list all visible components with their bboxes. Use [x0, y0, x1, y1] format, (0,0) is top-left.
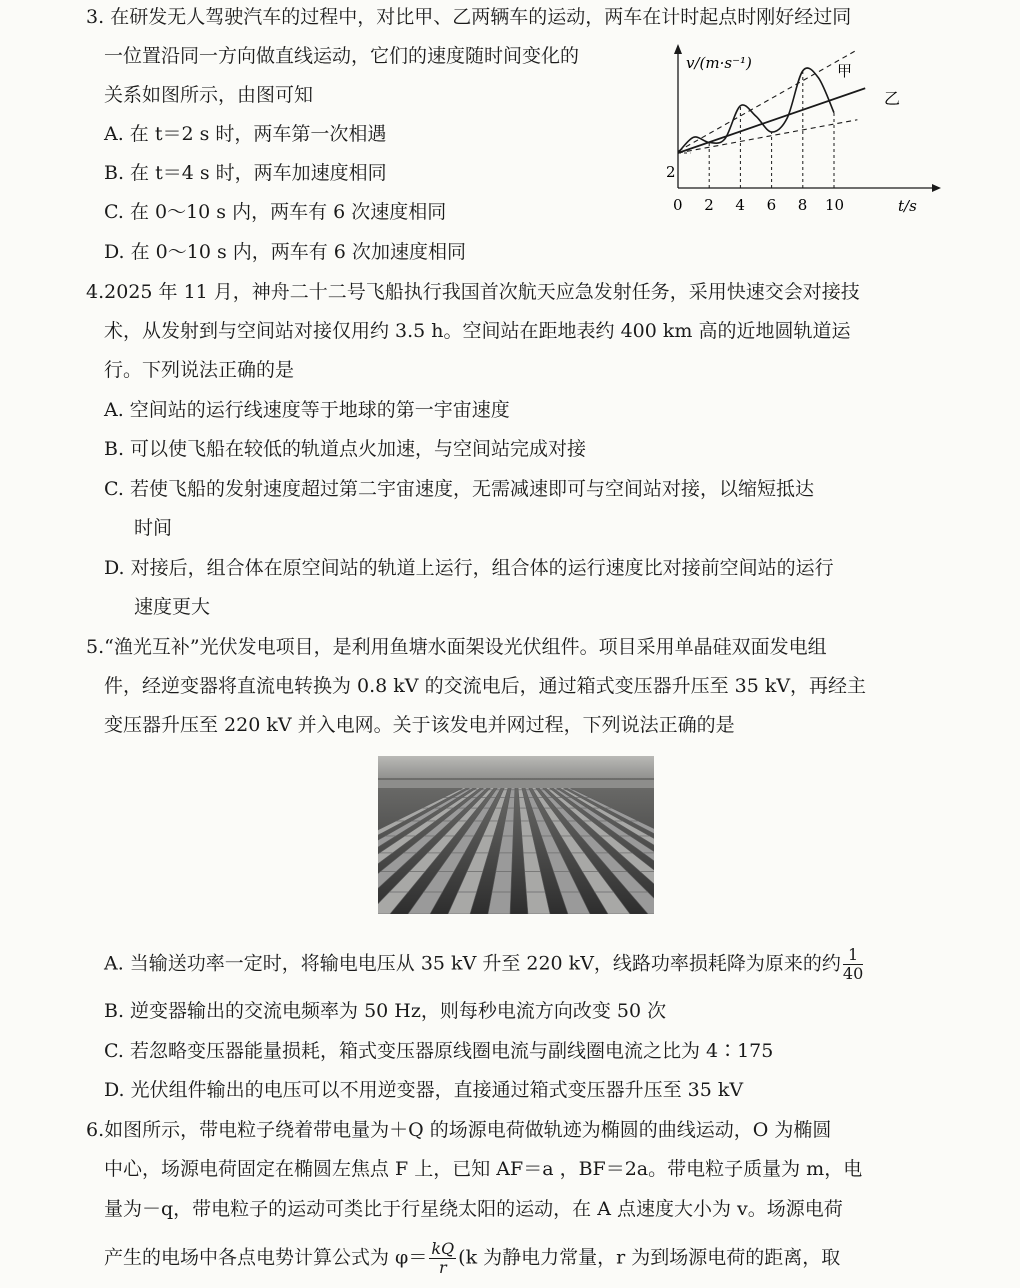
- q6-stem-line-4: 产生的电场中各点电势计算公式为 φ＝ $\frac{kQ}{r}$ (k 为静电力常量，r 为到场源电荷的距离，取: [104, 1239, 841, 1277]
- q4-option-c: C. 若使飞船的发射速度超过第二宇宙速度，无需减速即可与空间站对接，以缩短抵达: [104, 478, 814, 500]
- graph-guide-lines: [678, 71, 834, 188]
- y-axis-arrow: [674, 44, 682, 54]
- x-axis-arrow: [932, 184, 941, 192]
- q5-option-d: D. 光伏组件输出的电压可以不用逆变器，直接通过箱式变压器升压至 35 kV: [104, 1079, 744, 1101]
- q4-option-d-cont: 速度更大: [134, 596, 211, 618]
- q6-fraction: $\frac{kQ}{r}$: [431, 1239, 455, 1277]
- solar-panel-rows: [378, 756, 654, 914]
- q3-option-c: C. 在 0～10 s 内，两车有 6 次速度相同: [104, 201, 447, 223]
- q6-stem-line-1: 6.如图所示，带电粒子绕着带电量为＋Q 的场源电荷做轨迹为椭圆的曲线运动，O 为椭圆: [86, 1119, 832, 1141]
- q4-option-d: D. 对接后，组合体在原空间站的轨道上运行，组合体的运行速度比对接前空间站的运行: [104, 557, 834, 579]
- q3-option-b: B. 在 t＝4 s 时，两车加速度相同: [104, 162, 387, 184]
- y-axis-label: v/(m·s⁻¹): [686, 54, 752, 72]
- label-jia: 甲: [837, 62, 853, 80]
- q4-stem-line-3: 行。下列说法正确的是: [104, 359, 295, 381]
- velocity-time-graph: [660, 38, 950, 218]
- q3-option-a: A. 在 t＝2 s 时，两车第一次相遇: [104, 123, 387, 145]
- x-axis-label: t/s: [898, 197, 917, 215]
- graph-labels: [666, 54, 917, 215]
- x-tick-2: 2: [704, 196, 714, 214]
- x-tick-4: 4: [735, 196, 745, 214]
- q5-fraction: $\frac{1}{40}$: [842, 945, 864, 983]
- q3-stem-line-3: 关系如图所示，由图可知: [104, 84, 314, 106]
- x-tick-6: 6: [766, 196, 777, 214]
- q4-option-c-cont: 时间: [134, 517, 173, 539]
- x-tick-8: 8: [797, 196, 808, 214]
- far-panel-band: [378, 780, 654, 788]
- q6-stem-line-2: 中心，场源电荷固定在椭圆左焦点 F 上，已知 AF＝a ，BF＝2a。带电粒子质量为 m，电: [104, 1158, 863, 1180]
- solar-panel-photo: [378, 756, 654, 914]
- x-tick-0: 0: [673, 196, 683, 214]
- q5-option-a: A. 当输送功率一定时，将输电电压从 35 kV 升至 220 kV，线路功率损耗降为原来的约 $\frac{1}{40}$: [104, 945, 864, 983]
- x-tick-10: 10: [825, 196, 845, 214]
- graph-x-ticks: [673, 196, 844, 214]
- q3-option-d: D. 在 0～10 s 内，两车有 6 次加速度相同: [104, 241, 466, 263]
- q5-option-c: C. 若忽略变压器能量损耗，箱式变压器原线圈电流与副线圈电流之比为 4∶175: [104, 1040, 774, 1062]
- q4-stem-line-1: 4.2025 年 11 月，神舟二十二号飞船执行我国首次航天应急发射任务，采用快速交会对接技: [86, 281, 860, 303]
- q3-stem-line-1: 3. 在研发无人驾驶汽车的过程中，对比甲、乙两辆车的运动，两车在计时起点时刚好经过同: [86, 6, 852, 28]
- q3-stem-line-2: 一位置沿同一方向做直线运动，它们的速度随时间变化的: [104, 45, 580, 67]
- q5-stem-line-1: 5.“渔光互补”光伏发电项目，是利用鱼塘水面架设光伏组件。项目采用单晶硅双面发电组: [86, 636, 827, 658]
- q4-stem-line-2: 术，从发射到与空间站对接仅用约 3.5 h。空间站在距地表约 400 km 高的近地圆轨道运: [104, 320, 851, 342]
- label-yi: 乙: [884, 89, 901, 108]
- q5-number: 5.: [86, 636, 105, 658]
- q3-number: 3.: [86, 6, 105, 28]
- q5-stem-line-2: 件，经逆变器将直流电转换为 0.8 kV 的交流电后，通过箱式变压器升压至 35 kV，再经主: [104, 675, 867, 697]
- q6-stem-line-3: 量为－q，带电粒子的运动可类比于行星绕太阳的运动，在 A 点速度大小为 v。场源电荷: [104, 1198, 843, 1220]
- series-jia-curve: [678, 68, 834, 153]
- q6-number: 6.: [86, 1119, 105, 1141]
- q4-number: 4.: [86, 281, 105, 303]
- q5-option-b: B. 逆变器输出的交流电频率为 50 Hz，则每秒电流方向改变 50 次: [104, 1000, 667, 1022]
- q4-option-a: A. 空间站的运行线速度等于地球的第一宇宙速度: [104, 399, 510, 421]
- q4-option-b: B. 可以使飞船在较低的轨道点火加速，与空间站完成对接: [104, 438, 587, 460]
- q5-stem-line-3: 变压器升压至 220 kV 并入电网。关于该发电并网过程，下列说法正确的是: [104, 714, 735, 736]
- y-tick-2: 2: [666, 163, 676, 181]
